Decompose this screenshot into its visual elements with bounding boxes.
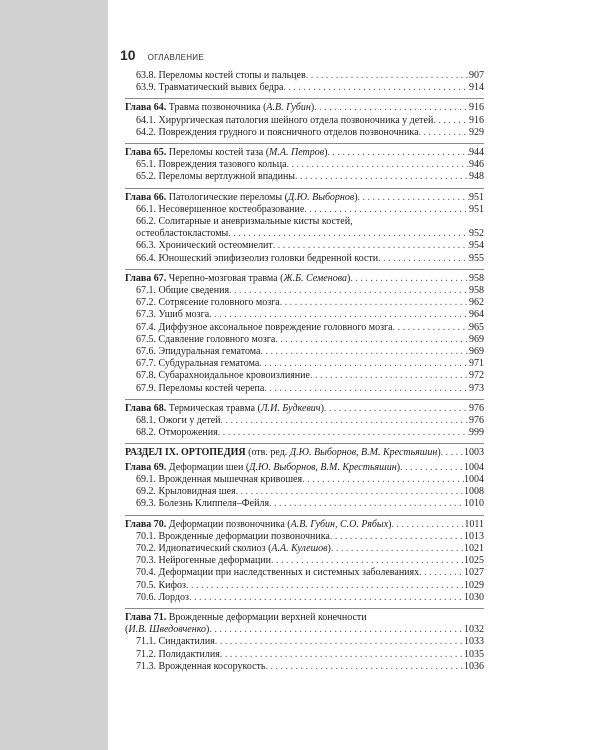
toc-page-number: 951: [469, 191, 484, 203]
toc-entry[interactable]: [125, 370, 484, 382]
toc-entry-title: 67.8. Субарахноидальное кровоизлияние: [136, 370, 310, 382]
toc-entry-title-end: ): [346, 272, 351, 284]
toc-chapter-entry[interactable]: [125, 403, 484, 415]
toc-entry-heading: Глава 68.: [125, 402, 167, 414]
toc-leader-dots: [393, 322, 469, 334]
toc-page-number: 973: [469, 382, 484, 394]
toc-chapter-entry[interactable]: [125, 102, 484, 114]
toc-entry-title: 67.9. Переломы костей черепа: [136, 382, 265, 394]
toc-chapter-entry[interactable]: [125, 612, 484, 624]
toc-entry-author: Л.И. Будкевич: [260, 402, 321, 414]
toc-page-number: 976: [469, 415, 484, 427]
toc-entry[interactable]: [125, 358, 484, 370]
toc-entry-label: [136, 334, 275, 346]
toc-entry-label: [136, 427, 218, 439]
toc-leader-dots: [331, 543, 464, 555]
toc-leader-dots: [283, 82, 469, 94]
toc-entry-title-end: ): [320, 402, 324, 414]
toc-entry-title: 68.1. Ожоги у детей: [136, 415, 221, 427]
toc-entry-title: 69.1. Врожденная мышечная кривошея: [136, 473, 303, 485]
toc-entry[interactable]: [125, 285, 484, 297]
toc-entry-title: 64.2. Повреждения грудного и поясничного отделов позвоночника: [136, 126, 419, 138]
toc-entry-label: [136, 159, 287, 171]
toc-entry-heading: Глава 64.: [125, 102, 167, 114]
toc-entry-label: [125, 273, 350, 285]
toc-leader-dots: [218, 427, 469, 439]
toc-entry-title: остеобластокластомы: [136, 228, 229, 240]
toc-entry-title: 70.5. Кифоз: [136, 579, 186, 591]
toc-entry-label: [136, 228, 228, 240]
toc-page-number: 1027: [464, 567, 484, 579]
toc-entry-label: [136, 70, 306, 82]
toc-entry-label: [136, 474, 302, 486]
toc-entry[interactable]: [125, 240, 484, 252]
toc-entry-author: И.В. Шведовченко: [128, 624, 206, 636]
toc-leader-dots: [209, 624, 464, 636]
toc-entry-author: Д.Ю. Выборнов, В.М. Крестьяшин: [249, 461, 397, 473]
toc-leader-dots: [310, 370, 469, 382]
table-of-contents: [125, 70, 484, 673]
toc-page-number: 976: [469, 402, 484, 414]
toc-entry-title: Переломы костей таза (: [166, 147, 270, 159]
toc-page-number: 964: [469, 309, 484, 321]
toc-entry-label: [136, 216, 353, 227]
toc-page-number: 1004: [464, 473, 484, 485]
toc-page-number: 969: [469, 333, 484, 345]
toc-divider: [125, 143, 484, 144]
toc-leader-dots: [358, 192, 469, 204]
toc-entry-author: А.А. Кулешов: [271, 542, 328, 554]
toc-entry[interactable]: [125, 334, 484, 346]
toc-entry[interactable]: [125, 649, 484, 661]
toc-entry-label: [136, 253, 378, 265]
toc-entry-label: [136, 415, 221, 427]
toc-entry[interactable]: [125, 115, 484, 127]
toc-leader-dots: [378, 253, 469, 265]
toc-entry-label: [136, 346, 260, 358]
toc-entry[interactable]: [125, 322, 484, 334]
toc-leader-dots: [433, 115, 469, 127]
toc-entry-label: [136, 555, 271, 567]
toc-entry-label: [136, 285, 229, 297]
toc-entry-heading: Глава 71.: [125, 611, 167, 623]
toc-entry[interactable]: [125, 228, 484, 240]
toc-entry-title: 69.3. Болезнь Клиппеля–Фейля: [136, 498, 270, 510]
toc-entry-label: [136, 498, 269, 510]
running-head: ОГЛАВЛЕНИЕ: [147, 53, 204, 62]
toc-entry-label: [136, 171, 295, 183]
toc-entry-title: 66.4. Юношеский эпифизеолиз головки бедренной кости: [136, 252, 379, 264]
toc-entry-label: [136, 383, 264, 395]
toc-divider: [125, 269, 484, 270]
toc-entry-title: 70.3. Нейрогенные деформации: [136, 555, 272, 567]
toc-page-number: 999: [469, 427, 484, 439]
toc-entry-title: 66.3. Хронический остеомиелит: [136, 240, 273, 252]
toc-chapter-entry[interactable]: [125, 447, 484, 459]
toc-entry-title: 65.1. Повреждения тазового кольца: [136, 159, 287, 171]
toc-leader-dots: [259, 358, 469, 370]
toc-entry[interactable]: [125, 70, 484, 82]
toc-entry-label: [136, 358, 259, 370]
toc-entry-author: Д.Ю. Выборнов, В.М. Крестьяшин: [289, 447, 438, 459]
toc-entry-label: [125, 462, 400, 474]
page-side-band: [0, 0, 108, 750]
toc-leader-dots: [314, 102, 469, 114]
toc-entry-label: [136, 82, 283, 94]
toc-page-number: 951: [469, 203, 484, 215]
toc-entry-label: [125, 612, 367, 623]
toc-entry[interactable]: [125, 171, 484, 183]
toc-entry[interactable]: [125, 253, 484, 265]
toc-page-number: 1011: [464, 518, 484, 530]
toc-leader-dots: [441, 447, 464, 459]
toc-entry-title: Термическая травма (: [166, 402, 261, 414]
toc-entry-heading: Глава 65.: [125, 147, 167, 159]
page-number: 10: [120, 47, 136, 63]
toc-entry-label: [136, 240, 273, 252]
toc-entry[interactable]: [125, 204, 484, 216]
toc-entry[interactable]: [125, 592, 484, 604]
toc-entry-label: [136, 531, 330, 543]
toc-page-number: 944: [469, 147, 484, 159]
toc-entry-title: 71.2. Полидактилия: [136, 648, 220, 660]
toc-entry-label: [136, 309, 209, 321]
toc-page-number: 1033: [464, 636, 484, 648]
toc-leader-dots: [221, 415, 469, 427]
page-header: [120, 47, 204, 63]
toc-leader-dots: [275, 334, 469, 346]
toc-page-number: 929: [469, 126, 484, 138]
toc-entry-label: [136, 592, 189, 604]
toc-divider: [125, 98, 484, 99]
toc-entry-label: [136, 580, 186, 592]
toc-divider: [125, 608, 484, 609]
toc-entry-author: А.В. Губин, С.О. Рябых: [290, 518, 389, 530]
toc-entry[interactable]: [125, 636, 484, 648]
toc-entry-title: 70.2. Идиопатический сколиоз (: [136, 542, 272, 554]
toc-entry-label: [125, 624, 209, 636]
toc-leader-dots: [419, 127, 469, 139]
toc-leader-dots: [302, 474, 464, 486]
toc-entry-author: Д.Ю. Выборнов: [287, 191, 355, 203]
toc-entry-heading: Глава 69.: [125, 461, 167, 473]
toc-entry-title-end: ): [327, 542, 331, 554]
toc-page-number: 958: [469, 272, 484, 284]
toc-page-number: 1032: [464, 624, 484, 636]
toc-page-number: 965: [469, 321, 484, 333]
toc-entry-title: 66.1. Несовершенное костеобразование: [136, 203, 305, 215]
toc-leader-dots: [215, 636, 464, 648]
toc-leader-dots: [295, 171, 469, 183]
toc-entry-label: [125, 147, 327, 159]
toc-chapter-entry[interactable]: [125, 519, 484, 531]
toc-page-number: 972: [469, 370, 484, 382]
toc-entry-title-end: ): [206, 624, 210, 636]
toc-leader-dots: [330, 531, 464, 543]
toc-leader-dots: [391, 519, 464, 531]
toc-entry[interactable]: [125, 474, 484, 486]
toc-entry-label: [136, 543, 331, 555]
toc-entry-label: [125, 102, 314, 114]
toc-chapter-entry[interactable]: [125, 273, 484, 285]
toc-leader-dots: [287, 159, 469, 171]
toc-entry-title-end: ): [324, 147, 328, 159]
toc-leader-dots: [327, 147, 469, 159]
toc-leader-dots: [260, 346, 469, 358]
toc-entry[interactable]: [125, 661, 484, 673]
toc-page-number: 1025: [464, 555, 484, 567]
toc-entry-title: Врожденные деформации верхней конечности: [166, 611, 367, 623]
toc-page-number: 969: [469, 346, 484, 358]
toc-entry-title-end: ): [396, 461, 401, 473]
toc-page-number: 962: [469, 297, 484, 309]
toc-entry-label: [125, 192, 358, 204]
toc-entry-label: [125, 403, 324, 415]
toc-divider: [125, 399, 484, 400]
toc-entry[interactable]: [125, 383, 484, 395]
toc-divider: [125, 443, 484, 444]
toc-entry-title: Патологические переломы (: [166, 191, 288, 203]
toc-entry-title: 68.2. Отморожения: [136, 427, 218, 439]
toc-leader-dots: [306, 70, 469, 82]
toc-entry[interactable]: [125, 580, 484, 592]
toc-leader-dots: [304, 204, 469, 216]
toc-entry[interactable]: [125, 82, 484, 94]
toc-entry-title: (отв. ред.: [245, 447, 290, 459]
toc-entry[interactable]: [125, 624, 484, 636]
toc-entry-title: 70.1. Врожденные деформации позвоночника: [136, 530, 330, 542]
toc-entry-title: 71.3. Врожденная косорукость: [136, 660, 266, 672]
toc-page-number: 1036: [464, 660, 484, 672]
toc-entry[interactable]: [125, 427, 484, 439]
toc-entry-label: [136, 567, 419, 579]
toc-entry[interactable]: [125, 127, 484, 139]
toc-chapter-entry[interactable]: [125, 462, 484, 474]
toc-leader-dots: [400, 462, 464, 474]
toc-entry-title: 63.8. Переломы костей стопы и пальцев: [136, 70, 306, 81]
toc-page-number: 1004: [464, 461, 484, 473]
toc-entry-title: Черепно-мозговая травма (: [166, 272, 284, 284]
toc-entry-title-end: ): [354, 191, 358, 203]
toc-page-number: 1003: [464, 447, 484, 459]
toc-entry[interactable]: [125, 297, 484, 309]
toc-entry-heading: Глава 70.: [125, 518, 167, 530]
toc-divider: [125, 188, 484, 189]
toc-leader-dots: [273, 240, 469, 252]
toc-leader-dots: [280, 297, 469, 309]
toc-entry-label: [136, 127, 419, 139]
toc-page-number: 907: [469, 70, 484, 81]
toc-entry-title: 71.1. Синдактилия: [136, 636, 215, 648]
toc-entry-label: [136, 204, 304, 216]
toc-page-number: 955: [469, 252, 484, 264]
toc-entry-title: 67.6. Эпидуральная гематома: [136, 346, 261, 358]
toc-page-number: 1035: [464, 648, 484, 660]
toc-entry[interactable]: [125, 216, 484, 228]
toc-entry-title-end: ): [388, 518, 392, 530]
toc-entry[interactable]: [125, 531, 484, 543]
toc-entry-label: [136, 661, 265, 673]
toc-leader-dots: [419, 567, 464, 579]
toc-page-number: 971: [469, 358, 484, 370]
toc-entry-label: [136, 636, 215, 648]
toc-leader-dots: [229, 285, 469, 297]
toc-entry[interactable]: [125, 486, 484, 498]
toc-chapter-entry[interactable]: [125, 147, 484, 159]
toc-leader-dots: [209, 309, 469, 321]
toc-entry[interactable]: [125, 555, 484, 567]
toc-entry-title: Деформации позвоночника (: [166, 518, 291, 530]
toc-entry-title: 67.5. Сдавление головного мозга: [136, 333, 276, 345]
toc-entry-label: [125, 519, 391, 531]
toc-entry-label: [136, 486, 236, 498]
toc-entry-label: [136, 370, 310, 382]
toc-chapter-entry[interactable]: [125, 192, 484, 204]
toc-entry-author: А.В. Губин: [266, 102, 311, 114]
toc-leader-dots: [269, 498, 464, 510]
toc-page-number: 1008: [464, 486, 484, 498]
toc-entry-title: 64.1. Хирургическая патология шейного отдела позвоночника у детей: [136, 114, 434, 126]
toc-entry-title: 63.9. Травматический вывих бедра: [136, 82, 284, 94]
toc-entry-title: 69.2. Крыловидная шея: [136, 486, 236, 498]
toc-entry-heading: Глава 66.: [125, 191, 167, 203]
toc-entry-title: 67.2. Сотрясение головного мозга: [136, 297, 280, 309]
toc-page-number: 954: [469, 240, 484, 252]
toc-entry-title: 65.2. Переломы вертлужной впадины: [136, 171, 296, 183]
toc-entry-label: [136, 297, 280, 309]
toc-page-number: 958: [469, 285, 484, 297]
toc-page-number: 1021: [464, 542, 484, 554]
toc-page-number: 1029: [464, 579, 484, 591]
toc-entry[interactable]: [125, 567, 484, 579]
toc-entry-title: 67.4. Диффузное аксональное повреждение головного мозга: [136, 321, 393, 333]
toc-entry-label: [136, 322, 393, 334]
toc-entry-heading: РАЗДЕЛ IX. ОРТОПЕДИЯ: [125, 447, 246, 459]
toc-entry-title-end: ): [437, 447, 441, 459]
toc-entry-label: [136, 115, 433, 127]
toc-entry[interactable]: [125, 543, 484, 555]
toc-leader-dots: [324, 403, 469, 415]
toc-page-number: 916: [469, 102, 484, 114]
toc-leader-dots: [265, 661, 464, 673]
toc-entry-title: Травма позвоночника (: [166, 102, 267, 114]
toc-leader-dots: [236, 486, 464, 498]
toc-page-number: 946: [469, 159, 484, 171]
toc-entry-heading: Глава 67.: [125, 272, 167, 284]
toc-entry-title: 67.3. Ушиб мозга: [136, 309, 210, 321]
toc-leader-dots: [186, 580, 464, 592]
toc-page-number: 952: [469, 228, 484, 240]
toc-page-number: 1010: [464, 498, 484, 510]
toc-page-number: 948: [469, 171, 484, 183]
toc-entry-title: 67.7. Субдуральная гематома: [136, 358, 260, 370]
toc-divider: [125, 515, 484, 516]
toc-entry-title: 70.6. Лордоз: [136, 591, 189, 603]
toc-page-number: 1013: [464, 530, 484, 542]
toc-entry-author: Ж.Б. Семенова: [283, 272, 347, 284]
toc-entry[interactable]: [125, 498, 484, 510]
toc-entry-title: (: [125, 624, 129, 636]
toc-entry-title: 70.4. Деформации при наследственных и системных заболеваниях: [136, 567, 420, 579]
toc-entry-label: [125, 447, 441, 459]
toc-entry-title: 67.1. Общие сведения: [136, 285, 230, 297]
toc-entry[interactable]: [125, 309, 484, 321]
toc-leader-dots: [228, 228, 469, 240]
toc-page-number: 914: [469, 82, 484, 94]
toc-entry-author: М.А. Петров: [269, 147, 325, 159]
toc-entry-title: 66.2. Солитарные и аневризмальные кисты костей,: [136, 216, 353, 228]
toc-entry-label: [136, 649, 220, 661]
toc-leader-dots: [264, 383, 469, 395]
toc-page-number: 1030: [464, 591, 484, 603]
toc-entry-title: Деформации шеи (: [166, 461, 250, 473]
toc-entry[interactable]: [125, 159, 484, 171]
toc-entry-title-end: ): [310, 102, 315, 114]
toc-entry[interactable]: [125, 415, 484, 427]
toc-page-number: 916: [469, 114, 484, 126]
toc-entry[interactable]: [125, 346, 484, 358]
toc-leader-dots: [220, 649, 464, 661]
toc-leader-dots: [189, 592, 464, 604]
toc-leader-dots: [350, 273, 469, 285]
toc-leader-dots: [271, 555, 464, 567]
